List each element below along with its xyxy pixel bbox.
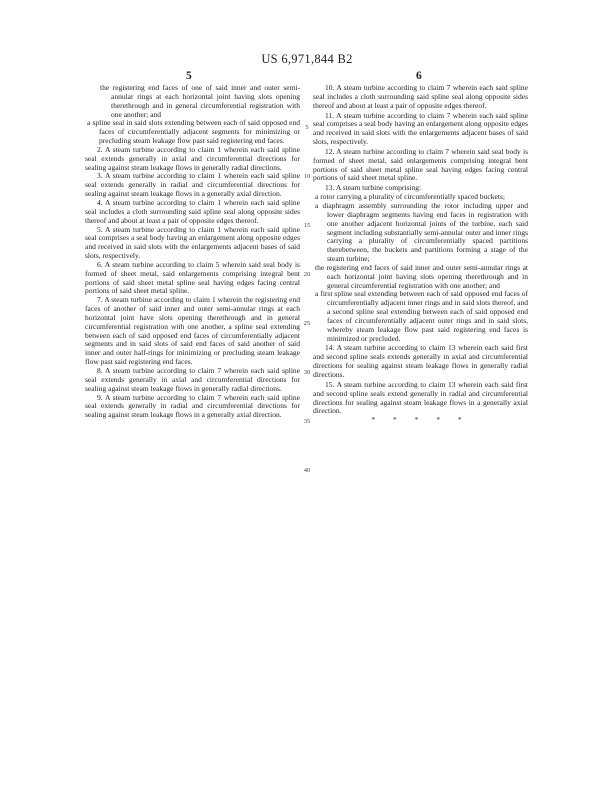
claim-6: 6. A steam turbine according to claim 5 wherein said seal body is formed of sheet metal, said enlargements comprising integral bent portions of said sheet metal spline seal having edges facing central portions of said sheet metal spline. — [85, 259, 300, 296]
right-column — [313, 84, 528, 425]
line-number: 10 — [303, 173, 311, 180]
line-number: 5 — [305, 124, 309, 131]
claim-13-element-rotor: a rotor carrying a plurality of circumferentially spaced buckets; — [315, 192, 505, 202]
line-number: 15 — [303, 222, 311, 229]
claim-13-element-diaphragm: a diaphragm assembly surrounding the rotor including upper and lower diaphragm segments having end faces in registration with one another adjacent horizontal joints of the turbine, each said segment including substantially semi-annular outer and inner rings carrying a plurality of circumferentially spaced partitions therebetween, the buckets and partitions forming a stage of the steam turbine; — [315, 200, 528, 264]
claim-9: 9. A steam turbine according to claim 7 wherein each said spline seal extends generally in radial and circumferential directions for sealing against steam leakage flows in a generally axial direction. — [85, 392, 300, 420]
line-number: 40 — [303, 467, 311, 474]
claim-5: 5. A steam turbine according to claim 1 wherein each said spline seal comprises a seal body having an enlargement along opposite edges and received in said slots with the enlargements adjacent bases of said slots, respectively. — [85, 224, 300, 261]
claim-1-continuation-a: the registering end faces of one of said inner and outer semi-annular rings at each horizontal joint having slots opening therethrough and in general circumferential registration with one another; and — [100, 83, 300, 119]
line-number: 20 — [303, 271, 311, 278]
claim-13-element-spline-seals: a first spline seal extending between each of said opposed end faces of circumferentially adjacent inner rings and in said slots thereof, and a second spline seal extending between each of said opposed end faces of circumferentially adjacent outer rings and in said slots, whereby steam leakage flow past said registering end faces is minimized or precluded. — [315, 289, 528, 343]
claim-13-intro: 13. A steam turbine comprising: — [325, 183, 422, 193]
claim-13-element-end-faces: the registering end faces of said inner and outer semi-annular rings at each horizontal joint having slots opening therethrough and in general circumferential registration with one another; and — [315, 262, 528, 290]
claim-4: 4. A steam turbine according to claim 1 wherein each said spline seal includes a cloth surrounding said spline seal along opposite sides thereof and about at least a pair of opposite edges thereof. — [85, 197, 300, 225]
claim-1-continuation-b: a spline seal in said slots extending between each of said opposed end faces of circumferentially adjacent segments for minimizing or precluding steam leakage flow past said registering end faces. — [87, 118, 300, 146]
end-of-document-mark: * * * * * — [371, 415, 470, 425]
claim-3: 3. A steam turbine according to claim 1 wherein each said spline seal extends generally in radial and circumferential directions for sealing against steam leakage flows in a generally axial direction. — [85, 171, 300, 199]
claim-11: 11. A steam turbine according to claim 7 wherein each said spline seal comprises a seal body having an enlargement along opposite edges and received in said slots with the enlargements adjacent bases of said slots, respectively. — [313, 110, 528, 147]
claim-10: 10. A steam turbine according to claim 7 wherein each said spline seal includes a cloth surrounding said spline seal along opposite sides thereof and about at least a pair of opposite edges thereof. — [313, 83, 528, 110]
line-number: 30 — [303, 369, 311, 376]
line-number: 25 — [303, 320, 311, 327]
patent-number: US 6,971,844 B2 — [261, 52, 353, 66]
claim-8: 8. A steam turbine according to claim 7 wherein each said spline seal extends generally in axial and circumferential directions for sealing against steam leakage flows in generally radial directions. — [85, 366, 300, 393]
claim-12: 12. A steam turbine according to claim 7 wherein said seal body is formed of sheet metal, said enlargements comprising integral bent portions of said sheet metal spline seal having edges facing central portions of said sheet metal spline. — [313, 146, 528, 183]
column-number-right: 6 — [416, 70, 422, 82]
claim-7: 7. A steam turbine according to claim 1 wherein the registering end faces of another of said inner and outer semi-annular rings at each horizontal joint have slots opening therethrough and in general circumferential registration with one another, a spline seal extending between each of said opposed end faces of circumferentially adjacent segments and in said slots of said end faces of said another of said inner and outer half-rings for minimizing or precluding steam leakage flow past said registering end faces. — [85, 295, 300, 367]
column-number-left: 5 — [186, 70, 192, 82]
claim-2: 2. A steam turbine according to claim 1 wherein each said spline seal extends generally in axial and circumferential directions for sealing against steam leakage flows in generally radial directions. — [85, 144, 300, 172]
claim-15: 15. A steam turbine according to claim 13 wherein each said first and second spline seals extend generally in radial and circumferential directions for sealing against steam leakage flows in a generally axial direction. — [313, 379, 528, 416]
line-number: 35 — [303, 418, 311, 425]
claim-14: 14. A steam turbine according to claim 13 wherein each said first and second spline seals extends generally in axial and circumferential directions for sealing against steam leakage flows in generally radial directions. — [313, 343, 528, 379]
left-column — [85, 84, 300, 420]
